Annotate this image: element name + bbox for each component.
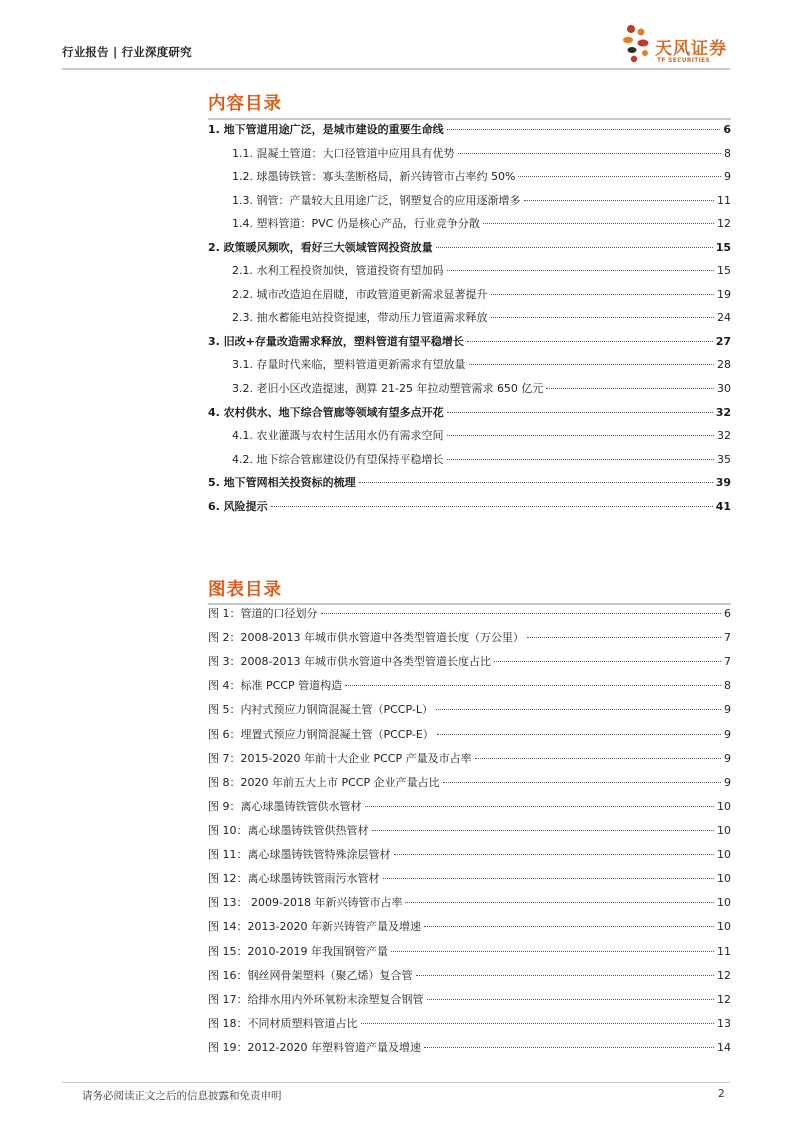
figure-entry-page: 9 xyxy=(724,751,731,765)
figure-entry[interactable] xyxy=(208,726,731,750)
toc-entry[interactable] xyxy=(208,262,731,286)
toc-entry-label: 2.1. 水利工程投资加快，管道投资有望加码 xyxy=(232,264,444,278)
toc-entry[interactable] xyxy=(208,404,731,428)
dot-leader xyxy=(383,878,715,879)
toc-entry-label: 2.3. 抽水蓄能电站投资提速，带动压力管道需求释放 xyxy=(232,311,488,325)
dot-leader xyxy=(483,223,714,224)
toc-entry-page: 32 xyxy=(717,429,731,443)
toc-entry-page: 39 xyxy=(715,476,731,490)
toc-entry-page: 15 xyxy=(715,240,731,254)
figure-entry-label: 图 2：2008-2013 年城市供水管道中各类型管道长度（万公里） xyxy=(208,631,524,645)
toc-entry-page: 19 xyxy=(717,287,731,301)
toc-entry-label: 4.2. 地下综合管廊建设仍有望保持平稳增长 xyxy=(232,452,444,466)
figure-entry[interactable] xyxy=(208,967,731,991)
dot-leader xyxy=(427,999,715,1000)
figure-entry-page: 10 xyxy=(717,896,731,910)
dot-leader xyxy=(491,317,715,318)
dot-leader xyxy=(372,830,715,831)
dot-leader xyxy=(321,613,722,614)
disclaimer: 请务必阅读正文之后的信息披露和免责申明 xyxy=(82,1090,282,1102)
toc-entry-page: 8 xyxy=(724,146,731,160)
dot-leader xyxy=(494,661,721,662)
figure-entry-label: 图 7：2015-2020 年前十大企业 PCCP 产量及市占率 xyxy=(208,751,472,765)
figure-entry[interactable] xyxy=(208,629,731,653)
toc-entry[interactable] xyxy=(208,145,731,169)
figure-entry-page: 7 xyxy=(724,655,731,669)
figure-entry[interactable] xyxy=(208,822,731,846)
dot-leader xyxy=(359,482,713,483)
figure-entry-label: 图 4：标准 PCCP 管道构造 xyxy=(208,679,343,693)
figure-entry-label: 图 11：离心球墨铸铁管特殊涂层管材 xyxy=(208,848,391,862)
dot-leader xyxy=(424,1047,714,1048)
figure-entry-label: 图 6：埋置式预应力钢筒混凝土管（PCCP-E） xyxy=(208,727,434,741)
dot-leader xyxy=(447,270,715,271)
contents-title: 内容目录 xyxy=(208,94,282,114)
toc-entry[interactable] xyxy=(208,192,731,216)
figure-entry-page: 12 xyxy=(717,968,731,982)
toc-entry[interactable] xyxy=(208,380,731,404)
toc-entry-page: 9 xyxy=(724,170,731,184)
dot-leader xyxy=(447,435,715,436)
dot-leader xyxy=(447,412,713,413)
toc-entry-page: 27 xyxy=(715,334,731,348)
figure-entry-page: 10 xyxy=(717,920,731,934)
list-of-figures xyxy=(208,605,731,1063)
figure-entry-page: 12 xyxy=(717,992,731,1006)
dot-leader xyxy=(405,902,714,903)
toc-entry-label: 1.3. 钢管：产量较大且用途广泛，钢塑复合的应用逐渐增多 xyxy=(232,193,521,207)
dot-leader xyxy=(475,758,721,759)
figure-entry[interactable] xyxy=(208,1039,731,1063)
figure-entry[interactable] xyxy=(208,846,731,870)
table-of-contents xyxy=(208,121,731,521)
toc-entry-label: 6. 风险提示 xyxy=(208,499,268,513)
figure-entry[interactable] xyxy=(208,605,731,629)
toc-entry-label: 1.4. 塑料管道：PVC 仍是核心产品，行业竞争分散 xyxy=(232,217,480,231)
dot-leader xyxy=(524,200,715,201)
figure-entry[interactable] xyxy=(208,653,731,677)
figure-entry-label: 图 3：2008-2013 年城市供水管道中各类型管道长度占比 xyxy=(208,655,491,669)
toc-entry-label: 3.2. 老旧小区改造提速，测算 21-25 年拉动塑管需求 650 亿元 xyxy=(232,382,544,396)
figure-entry-label: 图 5：内衬式预应力钢筒混凝土管（PCCP-L） xyxy=(208,703,433,717)
toc-entry-page: 15 xyxy=(717,264,731,278)
toc-entry-page: 12 xyxy=(717,217,731,231)
dot-leader xyxy=(447,459,715,460)
figure-entry-page: 9 xyxy=(724,703,731,717)
figure-entry[interactable] xyxy=(208,798,731,822)
dot-leader xyxy=(546,388,714,389)
toc-entry-page: 11 xyxy=(717,193,731,207)
toc-entry[interactable] xyxy=(208,451,731,475)
figure-entry-page: 14 xyxy=(717,1040,731,1054)
toc-entry-label: 5. 地下管网相关投资标的梳理 xyxy=(208,476,356,490)
figure-entry-label: 图 19：2012-2020 年塑料管道产量及增速 xyxy=(208,1040,421,1054)
toc-entry-label: 4. 农村供水、地下综合管廊等领域有望多点开花 xyxy=(208,405,444,419)
figure-entry-page: 10 xyxy=(717,872,731,886)
dot-leader xyxy=(518,176,721,177)
figure-entry-label: 图 12：离心球墨铸铁管雨污水管材 xyxy=(208,872,380,886)
toc-entry-page: 35 xyxy=(717,452,731,466)
toc-entry-label: 3. 旧改+存量改造需求释放，塑料管道有望平稳增长 xyxy=(208,334,464,348)
dot-leader xyxy=(345,685,721,686)
dot-leader xyxy=(391,951,714,952)
toc-entry[interactable] xyxy=(208,498,731,522)
figure-entry-page: 13 xyxy=(717,1016,731,1030)
toc-entry-label: 2. 政策暖风频吹，看好三大领域管网投资放量 xyxy=(208,240,433,254)
figure-entry-page: 9 xyxy=(724,727,731,741)
dot-leader xyxy=(437,734,721,735)
figure-entry-page: 10 xyxy=(717,823,731,837)
toc-entry[interactable] xyxy=(208,215,731,239)
dot-leader xyxy=(436,709,721,710)
figure-entry[interactable] xyxy=(208,991,731,1015)
toc-entry[interactable] xyxy=(208,333,731,357)
footer-divider xyxy=(62,1082,730,1083)
toc-entry-label: 1.2. 球墨铸铁管：寡头垄断格局，新兴铸管市占率约 50% xyxy=(232,170,516,184)
toc-entry[interactable] xyxy=(208,239,731,263)
dot-leader xyxy=(469,364,715,365)
dot-leader xyxy=(271,506,713,507)
header-divider xyxy=(62,68,730,70)
figure-entry-label: 图 17：给排水用内外环氧粉末涂塑复合钢管 xyxy=(208,992,424,1006)
toc-entry-page: 41 xyxy=(715,499,731,513)
toc-entry[interactable] xyxy=(208,286,731,310)
dot-leader xyxy=(527,637,721,638)
figure-entry-label: 图 18：不同材质塑料管道占比 xyxy=(208,1016,358,1030)
dot-leader xyxy=(447,129,721,130)
figure-entry[interactable] xyxy=(208,894,731,918)
dot-leader xyxy=(424,926,714,927)
dot-leader xyxy=(394,854,715,855)
toc-entry[interactable] xyxy=(208,121,731,145)
toc-entry-page: 32 xyxy=(715,405,731,419)
toc-entry-label: 3.1. 存量时代来临，塑料管道更新需求有望放量 xyxy=(232,358,466,372)
figure-entry[interactable] xyxy=(208,750,731,774)
toc-entry-page: 28 xyxy=(717,358,731,372)
toc-entry[interactable] xyxy=(208,168,731,192)
figures-title: 图表目录 xyxy=(208,580,282,600)
dot-leader xyxy=(467,341,713,342)
toc-entry[interactable] xyxy=(208,427,731,451)
dot-leader xyxy=(361,1023,715,1024)
dot-leader xyxy=(491,294,715,295)
figure-entry-page: 9 xyxy=(724,775,731,789)
dot-leader xyxy=(443,782,721,783)
toc-entry[interactable] xyxy=(208,474,731,498)
figure-entry-label: 图 8：2020 年前五大上市 PCCP 企业产量占比 xyxy=(208,775,440,789)
figure-entry[interactable] xyxy=(208,774,731,798)
figure-entry-page: 10 xyxy=(717,848,731,862)
figure-entry-page: 11 xyxy=(717,944,731,958)
toc-entry[interactable] xyxy=(208,309,731,333)
figure-entry[interactable] xyxy=(208,1015,731,1039)
company-logo xyxy=(621,20,733,68)
toc-entry-page: 24 xyxy=(717,311,731,325)
figure-entry-label: 图 9：离心球墨铸铁管供水管材 xyxy=(208,799,362,813)
figure-entry-page: 7 xyxy=(724,631,731,645)
figure-entry-label: 图 13： 2009-2018 年新兴铸管市占率 xyxy=(208,896,403,910)
figure-entry-label: 图 15：2010-2019 年我国钢管产量 xyxy=(208,944,388,958)
figure-entry-label: 图 1：管道的口径划分 xyxy=(208,607,318,620)
report-category: 行业报告 | 行业深度研究 xyxy=(62,45,192,59)
figure-entry-page: 6 xyxy=(724,607,731,620)
figure-entry-page: 10 xyxy=(717,799,731,813)
toc-entry[interactable] xyxy=(208,356,731,380)
tf-logo-icon xyxy=(621,20,657,68)
figure-entry-label: 图 14：2013-2020 年新兴铸管产量及增速 xyxy=(208,920,421,934)
dot-leader xyxy=(416,975,715,976)
figure-entry-page: 8 xyxy=(724,679,731,693)
figure-entry[interactable] xyxy=(208,701,731,725)
figure-entry[interactable] xyxy=(208,870,731,894)
figure-entry-label: 图 10：离心球墨铸铁管供热管材 xyxy=(208,823,369,837)
figure-entry[interactable] xyxy=(208,943,731,967)
dot-leader xyxy=(458,153,722,154)
figure-entry[interactable] xyxy=(208,918,731,942)
toc-entry-label: 2.2. 城市改造迫在眉睫，市政管道更新需求显著提升 xyxy=(232,287,488,301)
dot-leader xyxy=(365,806,715,807)
dot-leader xyxy=(436,247,713,248)
toc-entry-label: 1.1. 混凝土管道：大口径管道中应用具有优势 xyxy=(232,146,455,160)
figure-entry-label: 图 16：钢丝网骨架塑料（聚乙烯）复合管 xyxy=(208,968,413,982)
page-number: 2 xyxy=(718,1088,725,1100)
contents-title-rule xyxy=(208,118,731,120)
toc-entry-label: 1. 地下管道用途广泛，是城市建设的重要生命线 xyxy=(208,123,444,136)
logo-text-en: TF SECURITIES xyxy=(657,58,711,64)
logo-text-cn: 天风证券 xyxy=(655,39,727,59)
toc-entry-page: 30 xyxy=(717,382,731,396)
toc-entry-label: 4.1. 农业灌溉与农村生活用水仍有需求空间 xyxy=(232,429,444,443)
figure-entry[interactable] xyxy=(208,677,731,701)
toc-entry-page: 6 xyxy=(723,123,731,136)
